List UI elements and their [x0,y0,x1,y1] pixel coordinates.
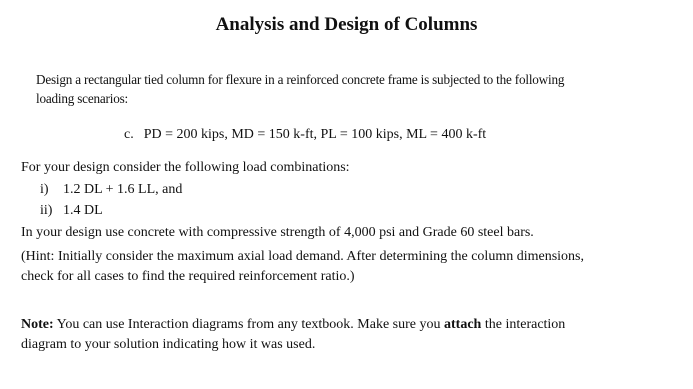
note-emphasis: attach [444,317,482,332]
load-case [124,127,486,143]
combination-text: 1.4 DL [63,203,103,218]
combination-number: i) [40,182,49,197]
hint-line-1: (Hint: Initially consider the maximum axial load demand. After determining the column dimensions, [21,249,584,264]
note-line-2: diagram to your solution indicating how it was used. [21,337,316,352]
hint-paragraph [21,247,584,287]
note-text-part-1: You can use Interaction diagrams from any textbook. Make sure you [53,317,445,332]
load-case-label: c. [124,127,134,142]
intro-line-1: Design a rectangular tied column for flexure in a reinforced concrete frame is subjected to the following [36,72,565,87]
page-title: Analysis and Design of Columns [215,14,478,35]
note-text-part-2: the interaction [481,317,566,332]
combinations-intro: For your design consider the following load combinations: [21,160,350,175]
combination-item [40,203,103,219]
materials-paragraph: In your design use concrete with compressive strength of 4,000 psi and Grade 60 steel bars. [21,225,534,240]
hint-line-2: check for all cases to find the required reinforcement ratio.) [21,269,355,284]
note-paragraph [21,315,565,355]
note-label: Note: [21,317,54,332]
note-line-1 [21,315,565,335]
load-case-values: PD = 200 kips, MD = 150 k-ft, PL = 100 kips, ML = 400 k-ft [143,127,487,142]
combination-number: ii) [40,203,53,218]
problem-intro [36,70,564,108]
intro-line-2: loading scenarios: [36,91,128,106]
combination-text: 1.2 DL + 1.6 LL, and [63,182,183,197]
combination-item [40,182,182,198]
